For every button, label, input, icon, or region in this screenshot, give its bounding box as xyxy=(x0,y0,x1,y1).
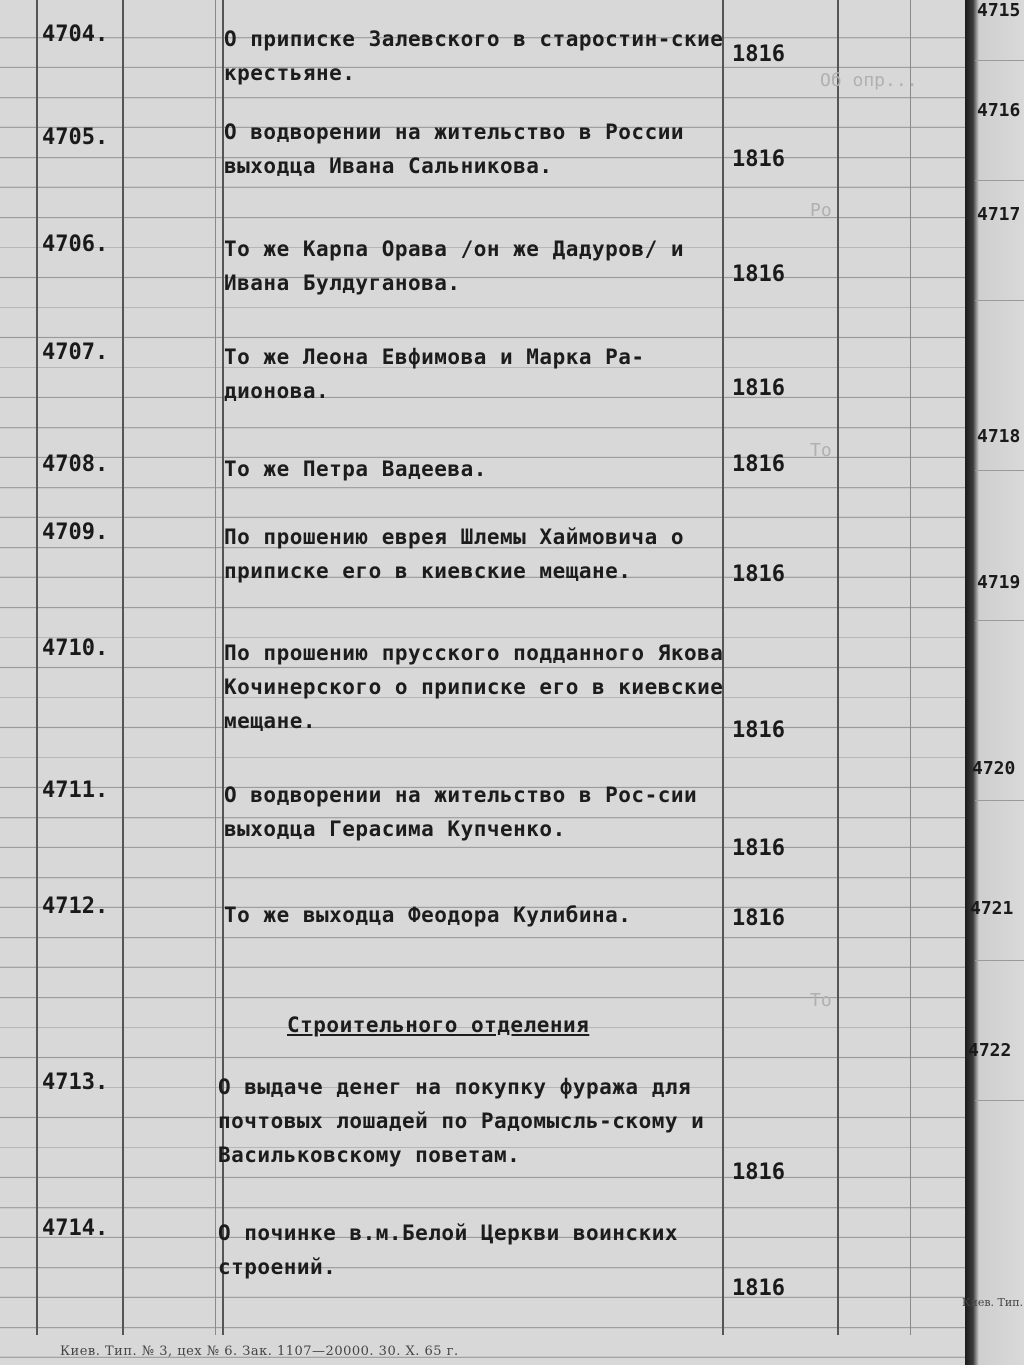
entry-number: 4708. xyxy=(42,452,109,477)
ruling xyxy=(975,800,1024,801)
entry-description: То же Карпа Орава /он же Дадуров/ и Ивана Булдуганова. xyxy=(224,237,685,295)
entry-year: 1816 xyxy=(732,42,785,67)
next-page-number: 4716 xyxy=(977,100,1021,121)
column-rule-number xyxy=(122,0,124,1335)
next-page-number: 4715 xyxy=(977,0,1021,21)
entry-description: То же Петра Вадеева. xyxy=(224,457,487,481)
entry-year: 1816 xyxy=(732,836,785,861)
ruling xyxy=(975,180,1024,181)
ruling xyxy=(975,620,1024,621)
column-rule-margin xyxy=(910,0,911,1335)
entry-description: По прошению прусского подданного Якова Кочинерского о приписке его в киевские мещане. xyxy=(224,641,724,733)
entry-number: 4710. xyxy=(42,636,109,661)
entry-description: О приписке Залевского в старостин-ские крестьяне. xyxy=(224,27,724,85)
column-rule-left xyxy=(36,0,38,1335)
section-title: Строительного отделения xyxy=(287,1013,590,1037)
entry-description: О водворении на жительство в Рос-сии выходца Герасима Купченко. xyxy=(224,783,698,841)
next-page-number: 4722 xyxy=(968,1040,1012,1061)
entry-year: 1816 xyxy=(732,452,785,477)
next-page-number: 4721 xyxy=(970,898,1014,919)
next-page-number: 4717 xyxy=(977,204,1021,225)
next-page-number: 4720 xyxy=(972,758,1016,779)
next-page-number: 4718 xyxy=(977,426,1021,447)
printer-footer: Киев. Тип. № 3, цех № 6. Зак. 1107—20000. 30. X. 65 г. xyxy=(60,1344,459,1359)
entry-description: То же выходца Феодора Кулибина. xyxy=(224,903,632,927)
entry-description: По прошению еврея Шлемы Хаймовича о приписке его в киевские мещане. xyxy=(224,525,685,583)
ruling xyxy=(975,960,1024,961)
ruling xyxy=(975,1100,1024,1101)
entry-number: 4712. xyxy=(42,894,109,919)
show-through: Об опр... xyxy=(820,70,918,91)
column-rule-notes xyxy=(215,0,216,1335)
entry-description: О водворении на жительство в России выходца Ивана Сальникова. xyxy=(224,120,685,178)
entry-year: 1816 xyxy=(732,1276,785,1301)
entry-number: 4705. xyxy=(42,125,109,150)
entry-year: 1816 xyxy=(732,562,785,587)
ruling xyxy=(975,60,1024,61)
next-page-number: 4719 xyxy=(977,572,1021,593)
ruling xyxy=(975,470,1024,471)
entry-year: 1816 xyxy=(732,718,785,743)
entry-number: 4707. xyxy=(42,340,109,365)
entry-number: 4704. xyxy=(42,22,109,47)
entry-description: О выдаче денег на покупку фуража для почтовых лошадей по Радомысль-скому и Васильковскому поветам. xyxy=(218,1075,705,1167)
entry-description: То же Леона Евфимова и Марка Ра-дионова. xyxy=(224,345,645,403)
entry-description: О починке в.м.Белой Церкви воинских строений. xyxy=(218,1221,679,1279)
column-rule-right xyxy=(837,0,839,1335)
entry-year: 1816 xyxy=(732,147,785,172)
entry-year: 1816 xyxy=(732,376,785,401)
next-page-footer: Киев. Тип. xyxy=(962,1296,1024,1309)
show-through: Ро xyxy=(810,200,832,221)
entry-year: 1816 xyxy=(732,906,785,931)
entry-year: 1816 xyxy=(732,262,785,287)
ruling xyxy=(975,300,1024,301)
entry-year: 1816 xyxy=(732,1160,785,1185)
entry-number: 4713. xyxy=(42,1070,109,1095)
entry-number: 4706. xyxy=(42,232,109,257)
entry-number: 4711. xyxy=(42,778,109,803)
entry-number: 4709. xyxy=(42,520,109,545)
show-through: То xyxy=(810,990,832,1011)
entry-number: 4714. xyxy=(42,1216,109,1241)
show-through: То xyxy=(810,440,832,461)
